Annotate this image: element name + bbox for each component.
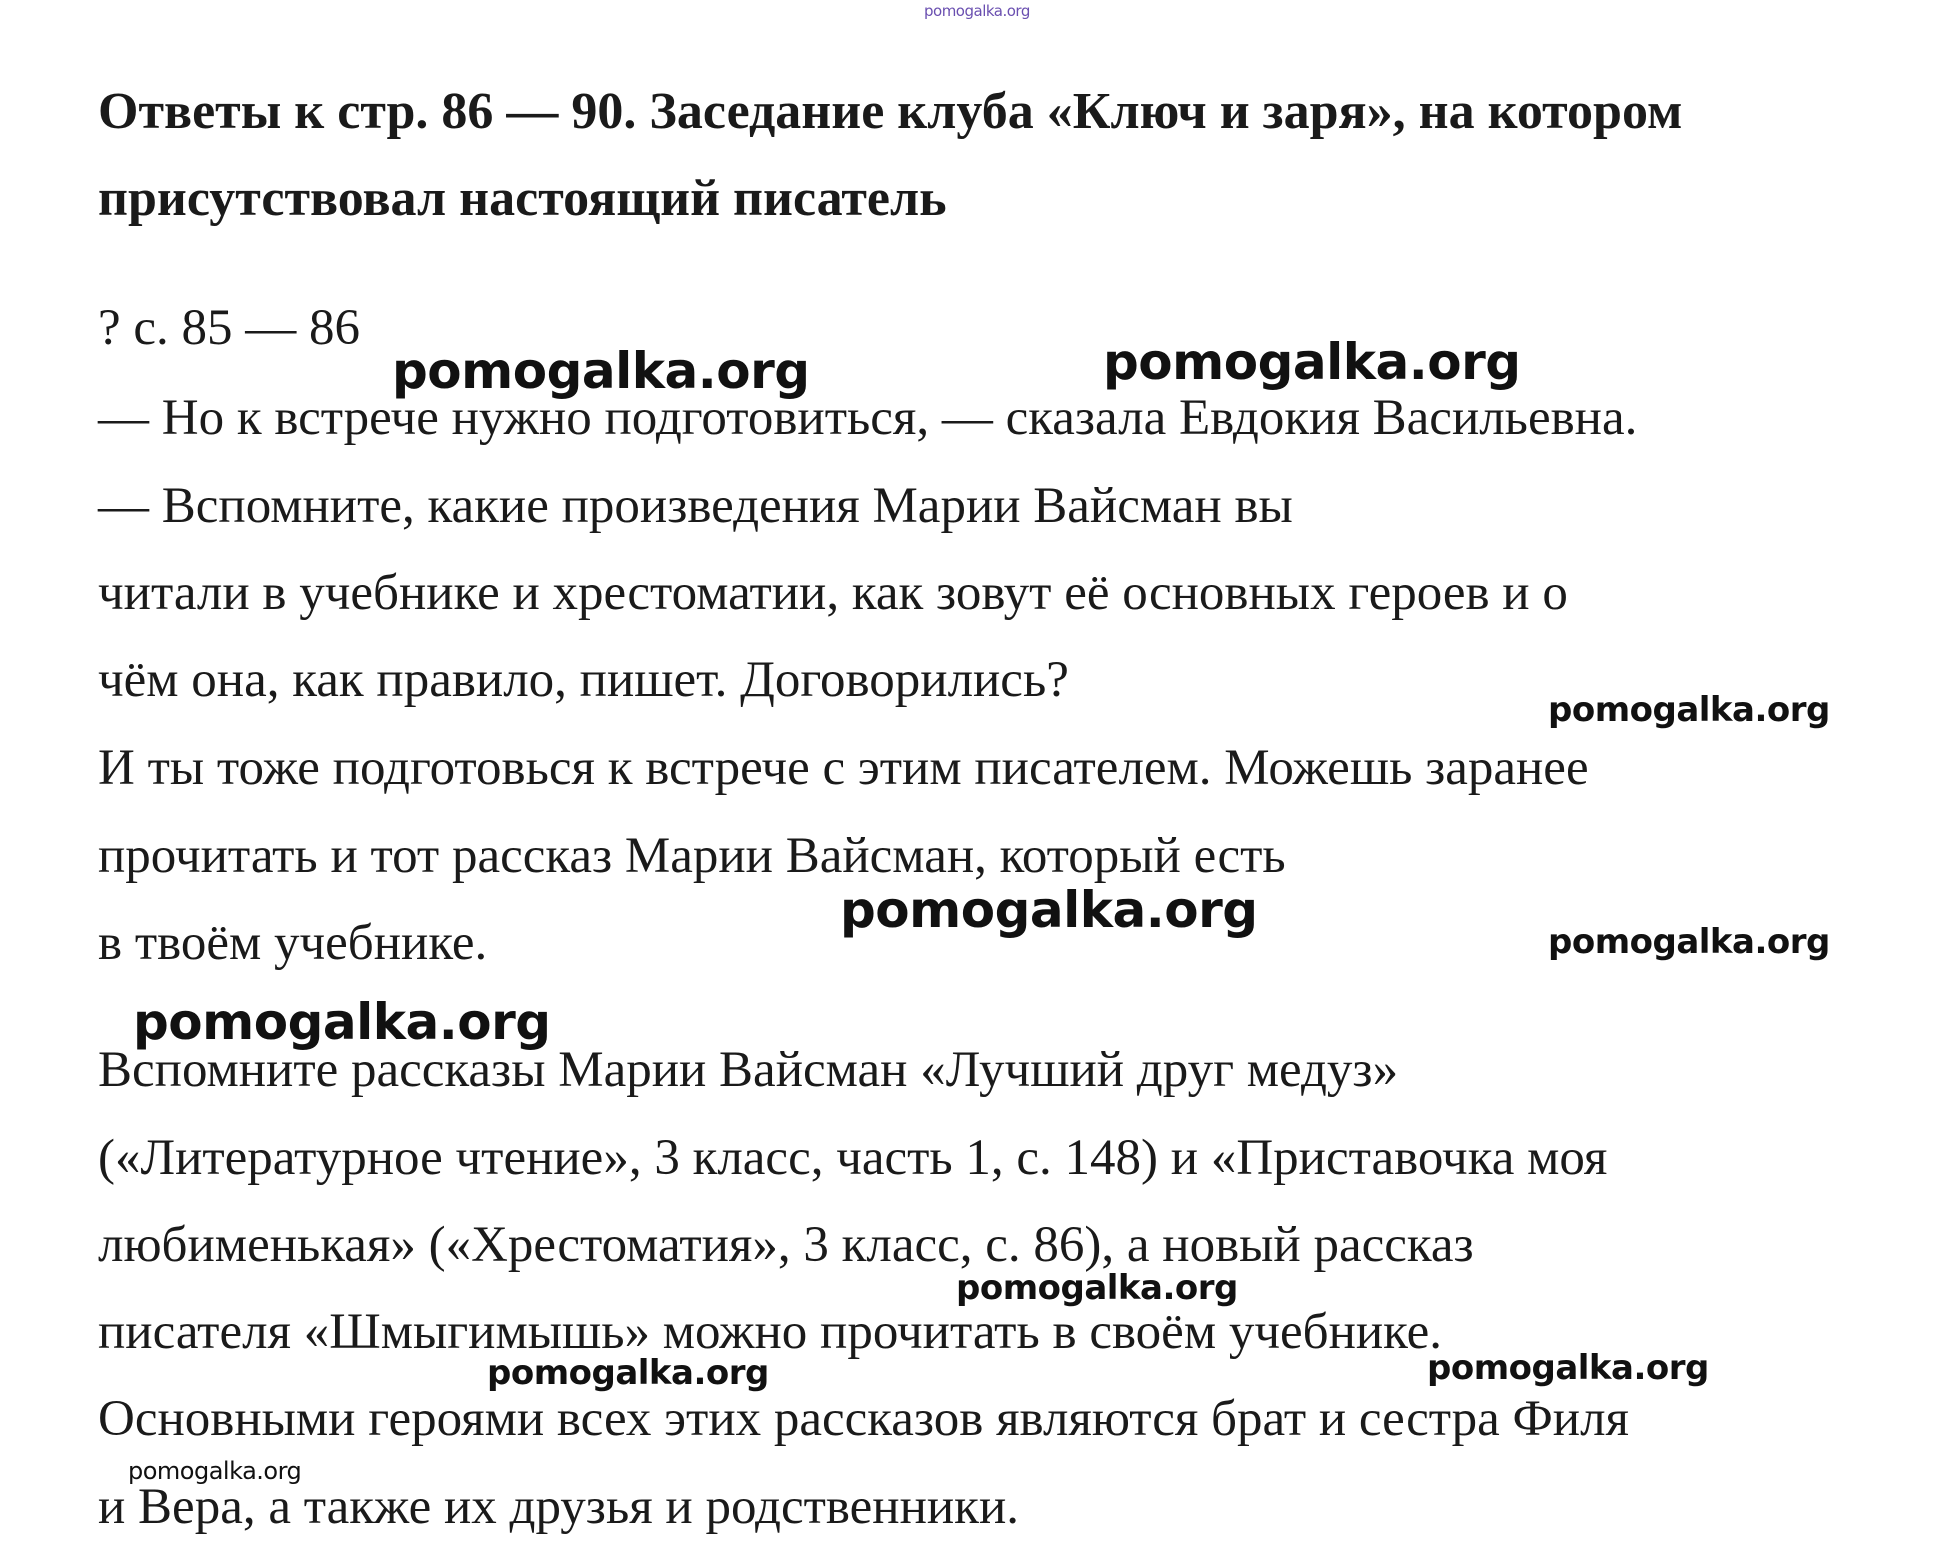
watermark: pomogalka.org	[840, 881, 1258, 939]
watermark: pomogalka.org	[128, 1457, 302, 1485]
watermark: pomogalka.org	[956, 1268, 1238, 1308]
text-line: Вспомните рассказы Марии Вайсман «Лучший друг медуз»	[98, 1042, 1399, 1098]
text-line: и Вера, а также их друзья и родственники.	[98, 1479, 1019, 1535]
text-line: прочитать и тот рассказ Марии Вайсман, который есть	[98, 828, 1286, 884]
text-line: в твоём учебнике.	[98, 915, 488, 971]
watermark: pomogalka.org	[487, 1353, 769, 1393]
text-line: любименькая» («Хрестоматия», 3 класс, с. 86), а новый рассказ	[98, 1217, 1474, 1273]
section-ref: ? с. 85 — 86	[98, 300, 361, 356]
text-line: И ты тоже подготовься к встрече с этим писателем. Можешь заранее	[98, 740, 1589, 796]
text-line: писателя «Шмыгимышь» можно прочитать в своём учебнике.	[98, 1304, 1443, 1360]
text-line: («Литературное чтение», 3 класс, часть 1, с. 148) и «Приставочка моя	[98, 1130, 1608, 1186]
text-line: — Вспомните, какие произведения Марии Вайсман вы	[98, 478, 1293, 534]
watermark: pomogalka.org	[392, 342, 810, 400]
text-line: чём она, как правило, пишет. Договорились?	[98, 652, 1069, 708]
page-title: Ответы к стр. 86 — 90. Заседание клуба «Ключ и заря», на котором присутствовал настоящий писатель	[98, 83, 1683, 227]
watermark: pomogalka.org	[133, 993, 551, 1051]
watermark: pomogalka.org	[1427, 1348, 1709, 1388]
text-line: читали в учебнике и хрестоматии, как зовут её основных героев и о	[98, 565, 1568, 621]
text-line: — Но к встрече нужно подготовиться, — сказала Евдокия Васильевна.	[98, 390, 1638, 446]
text-line: Основными героями всех этих рассказов являются брат и сестра Филя	[98, 1391, 1629, 1447]
watermark-top[interactable]: pomogalka.org	[924, 2, 1030, 20]
watermark: pomogalka.org	[1548, 690, 1830, 730]
watermark: pomogalka.org	[1103, 333, 1521, 391]
watermark: pomogalka.org	[1548, 922, 1830, 962]
